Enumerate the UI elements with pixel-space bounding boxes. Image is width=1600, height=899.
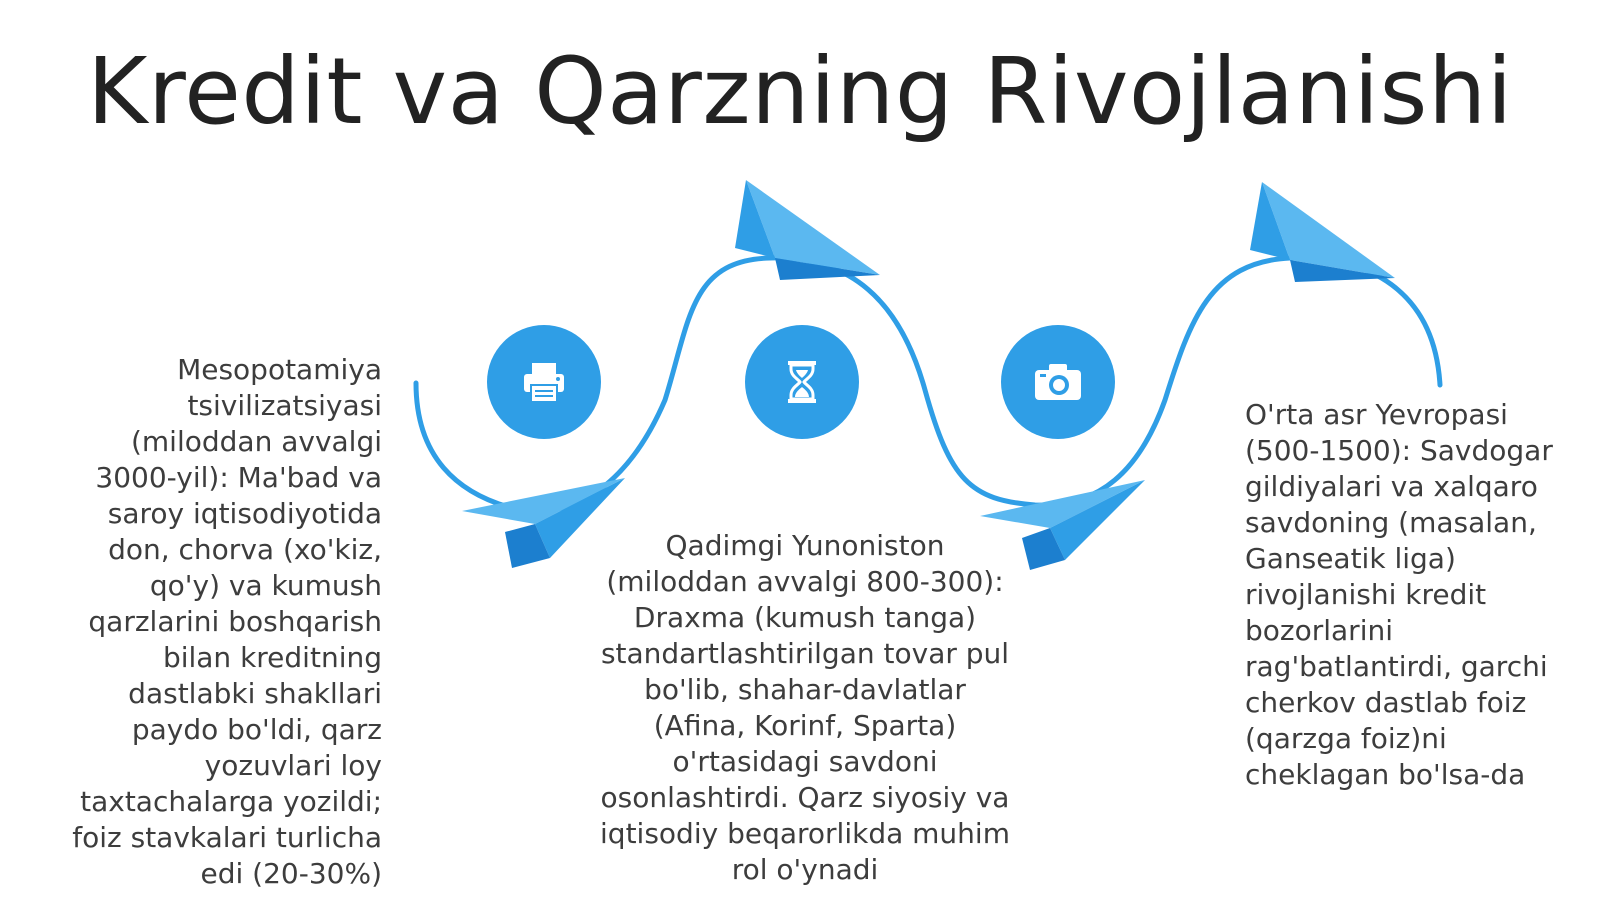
step-node-printer [487, 325, 601, 439]
paper-plane-icon [735, 180, 880, 280]
step-description-ancient-greece: Qadimgi Yunoniston (miloddan avvalgi 800-300): Draxma (kumush tanga) standartlashtirilgan tovar pul bo'lib, shahar-davlatlar (Afina, Korinf, Sparta) o'rtasidagi savdoni osonlashtirdi. Qarz siyosiy va iqtisodiy beqarorlikda muhim rol o'ynadi [600, 529, 1010, 886]
page-title: Kredit va Qarzning Rivojlanishi [87, 38, 1513, 145]
step-node-camera [1001, 325, 1115, 439]
paper-plane-icon [1250, 182, 1395, 282]
step-node-hourglass [745, 325, 859, 439]
hourglass-icon [782, 357, 822, 407]
printer-icon [519, 357, 569, 407]
step-description-mesopotamia: Mesopotamiya tsivilizatsiyasi (miloddan avvalgi 3000-yil): Ma'bad va saroy iqtisodiyotida don, chorva (xo'kiz, qo'y) va kumush qarzlarini boshqarish bilan kreditning dastlabki shakllari paydo bo'ldi, qarz yozuvlari loy taxtachalarga yozildi; foiz stavkalari turlicha edi (20-30%) [72, 353, 382, 890]
camera-icon [1032, 360, 1084, 404]
step-description-medieval-europe: O'rta asr Yevropasi (500-1500): Savdogar gildiyalari va xalqaro savdoning (masalan, Ganseatik liga) rivojlanishi kredit bozorlarini rag'batlantirdi, garchi cherkov dastlab foiz (qarzga foiz)ni cheklagan bo'lsa-da [1245, 398, 1553, 791]
